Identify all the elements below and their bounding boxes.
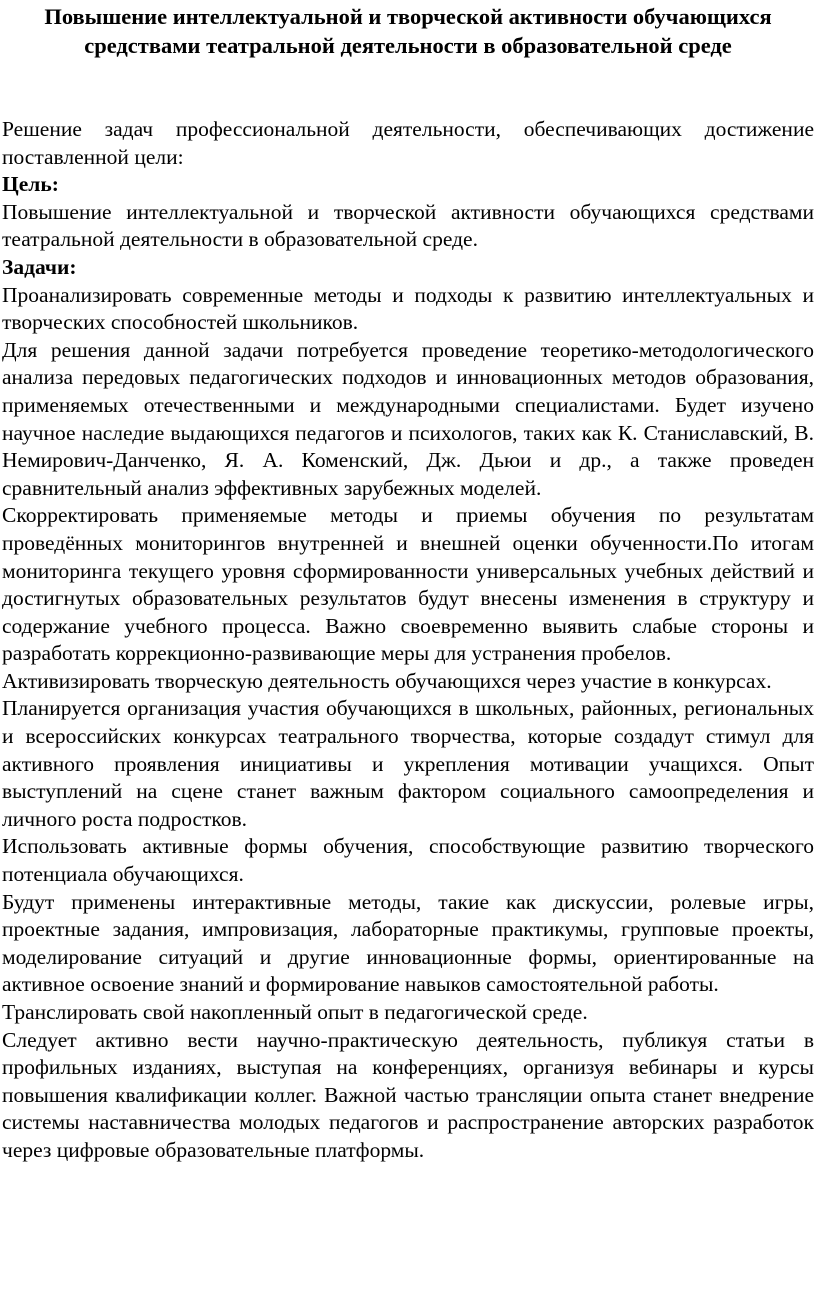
task-5-title: Транслировать свой накопленный опыт в педагогической среде.: [2, 1000, 588, 1024]
title-spacer: [2, 60, 814, 116]
document-title: [2, 2, 814, 60]
task-4-title: Использовать активные формы обучения, способствующие развитию творческого потенциала обучающихся.: [2, 834, 814, 887]
goal-paragraph: Повышение интеллектуальной и творческой активности обучающихся средствами театральной деятельности в образовательной среде.: [2, 199, 814, 252]
task-1-title: Проанализировать современные методы и подходы к развитию интеллектуальных и творческих способностей школьников.: [2, 282, 814, 335]
task-4-description: Будут применены интерактивные методы, такие как дискуссии, ролевые игры, проектные задания, импровизация, лабораторные практикумы, групповые проекты, моделирование ситуаций и другие инновационные формы, ориентированные на активное освоение знаний и формирование навыков самостоятельной работы.: [2, 889, 814, 997]
title-line-2: средствами театральной деятельности в образовательной среде: [84, 33, 732, 58]
task-3-title: Активизировать творческую деятельность обучающихся через участие в конкурсах.: [2, 668, 772, 693]
task-5-description: Следует активно вести научно-практическую деятельность, публикуя статьи в профильных изданиях, выступая на конференциях, организуя вебинары и курсы повышения квалификации коллег. Важной частью трансляции опыта станет внедрение системы наставничества молодых педагогов и распространение авторских разработок через цифровые образовательные платформы.: [2, 1027, 814, 1162]
task-2-title: Скорректировать применяемые методы и приемы обучения по результатам проведённых мониторингов внутренней и внешней оценки обученности.По итогам мониторинга текущего уровня сформированности универсальных учебных действий и достигнутых образовательных результатов будут внесены изменения в структуру и содержание учебного процесса. Важно своевременно выявить слабые стороны и разработать коррекционно-развивающие меры для устранения пробелов.: [2, 503, 814, 666]
title-line-1: Повышение интеллектуальной и творческой активности обучающихся: [44, 4, 772, 29]
tasks-heading: Задачи:: [2, 254, 77, 279]
task-1-description: Для решения данной задачи потребуется проведение теоретико-методологического анализа передовых педагогических подходов и инновационных методов образования, применяемых отечественными и международными специалистами. Будет изучено научное наследие выдающихся педагогов и психологов, таких как К. Станиславский, В. Немирович-Данченко, Я. А. Коменский, Дж. Дьюи и др., а также проведен сравнительный анализ эффективных зарубежных моделей.: [2, 337, 814, 500]
task-3-description: Планируется организация участия обучающихся в школьных, районных, региональных и всероссийских конкурсах театрального творчества, которые создадут стимул для активного проявления инициативы и укрепления мотивации учащихся. Опыт выступлений на сцене станет важным фактором социального самоопределения и личного роста подростков.: [2, 696, 814, 831]
goal-heading: Цель:: [2, 172, 59, 197]
intro-paragraph: Решение задач профессиональной деятельности, обеспечивающих достижение поставленной цели:: [2, 117, 814, 169]
